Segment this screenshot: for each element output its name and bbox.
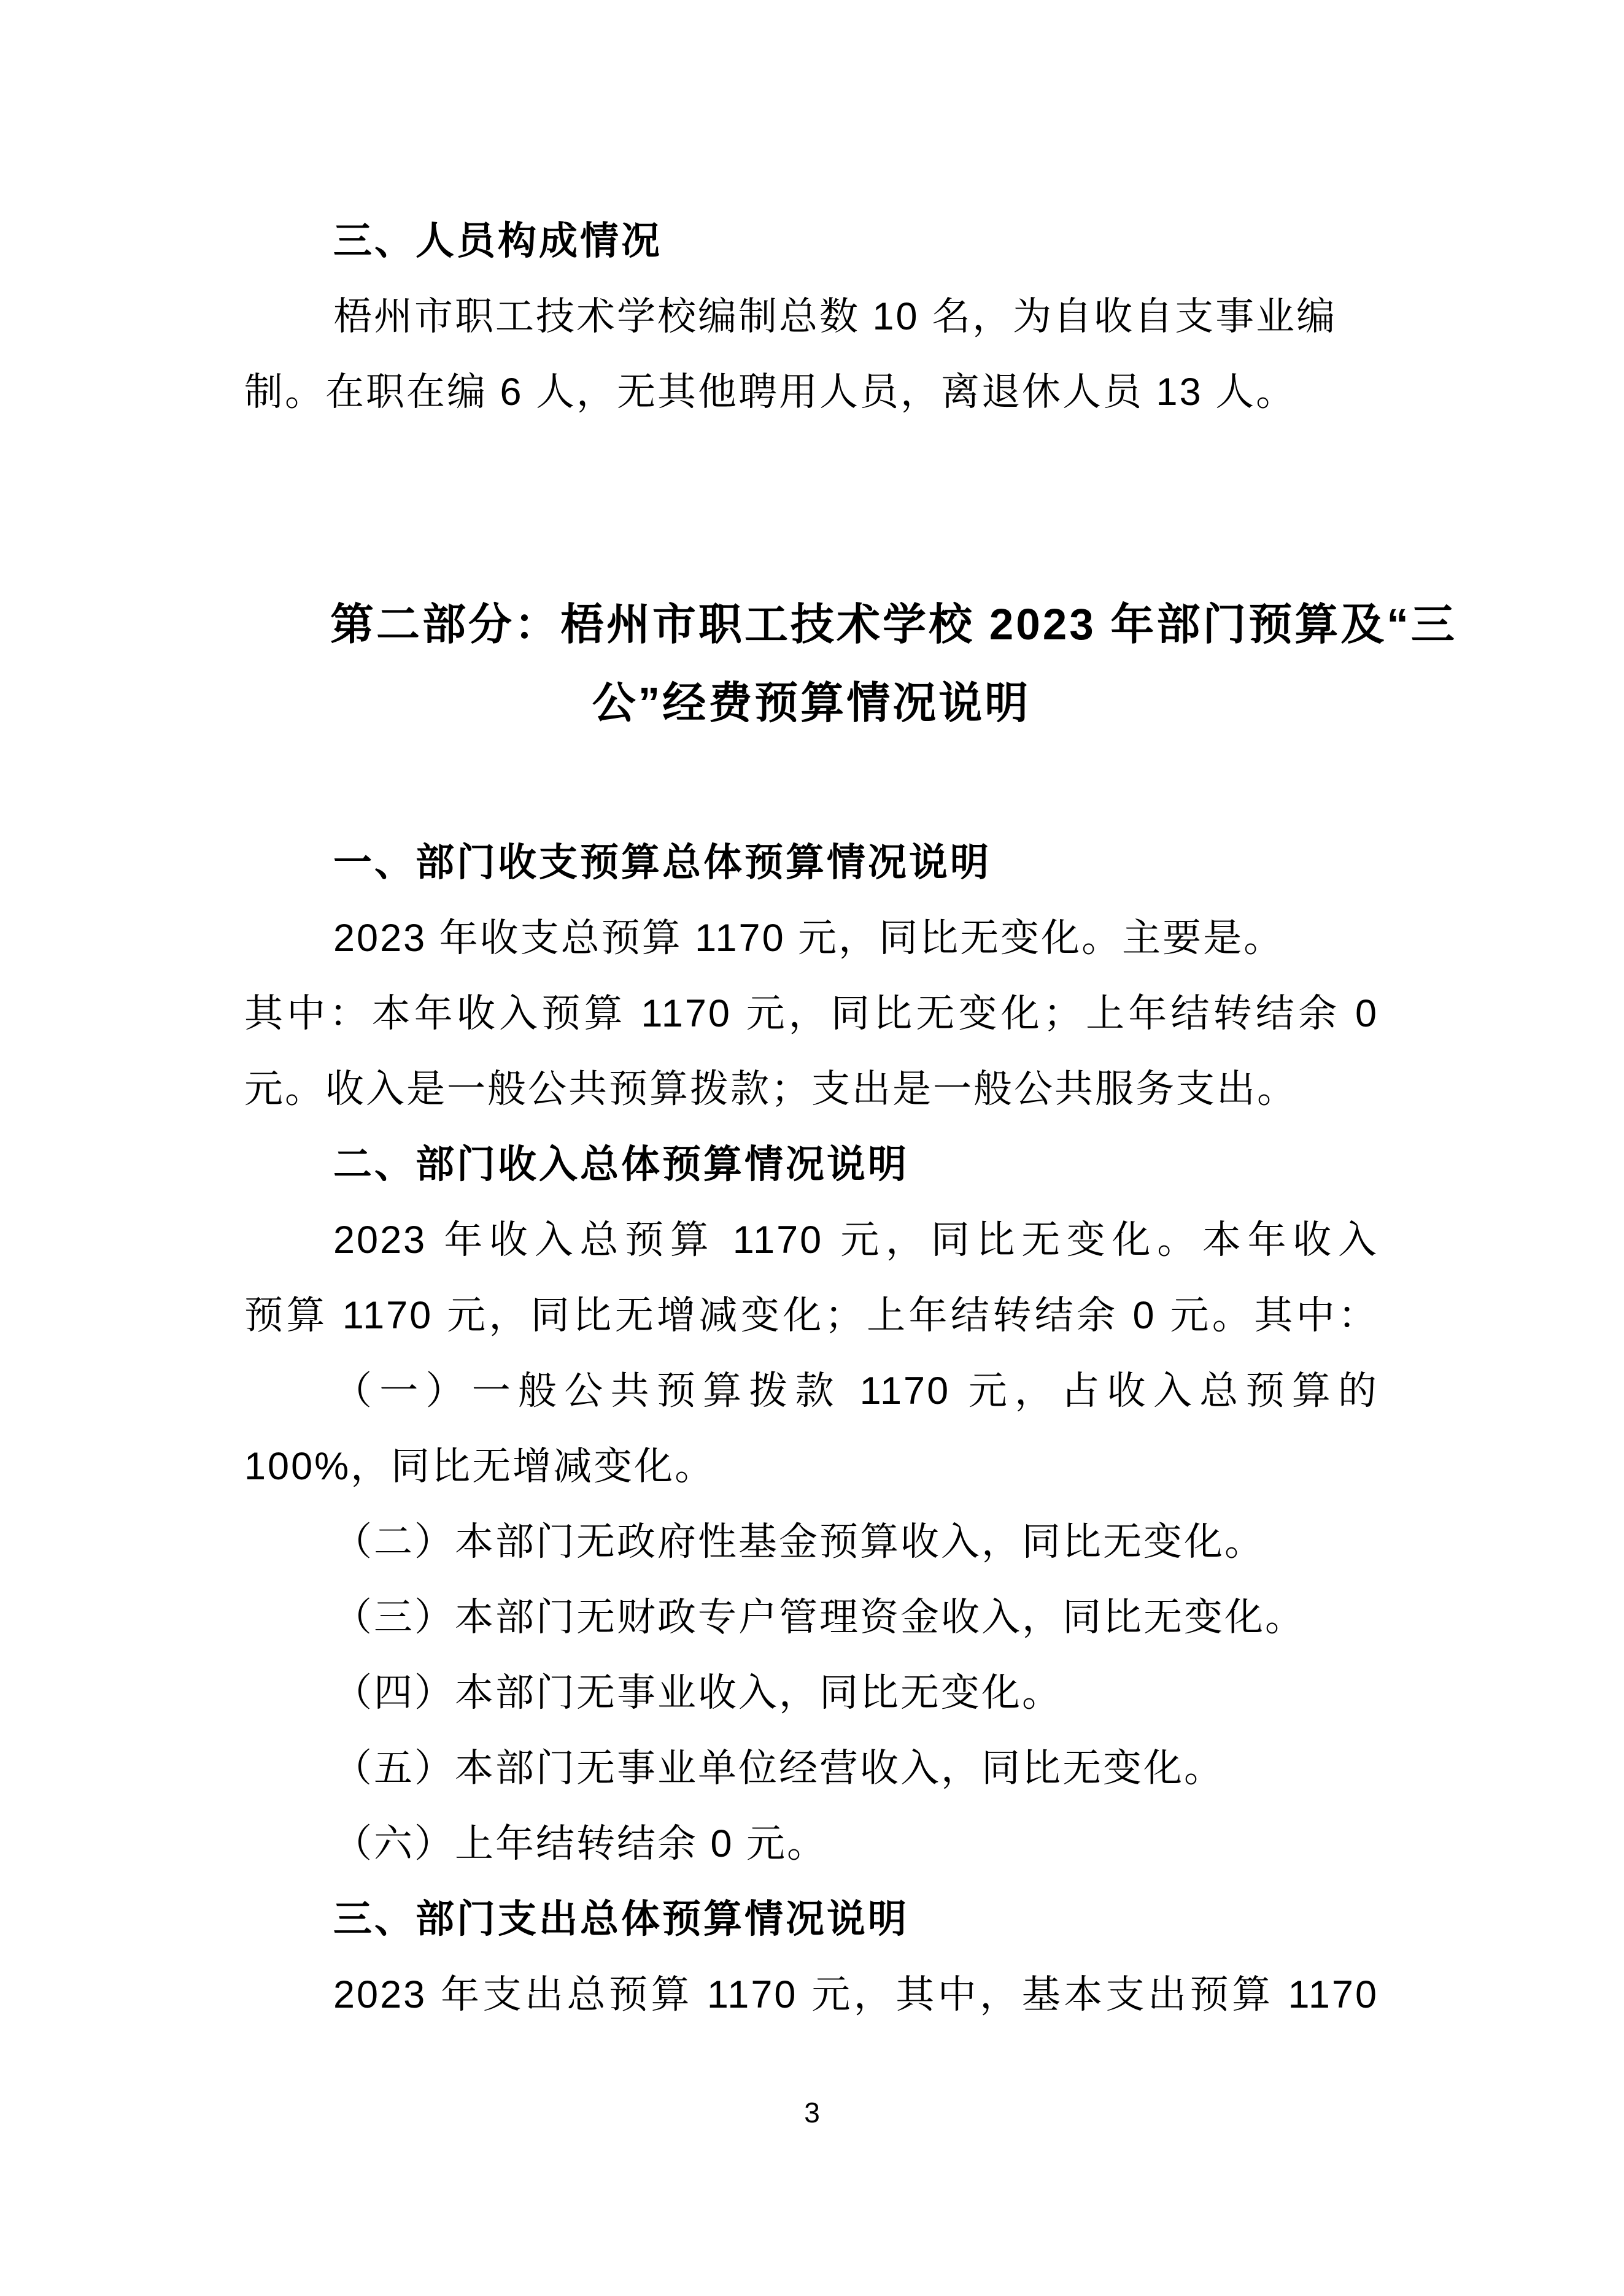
section-heading: 三、人员构成情况 [333,220,662,263]
part2-title-line: 公”经费预算情况说明 [592,679,1031,728]
body-text-line: （三）本部门无财政专户管理资金收入，同比无变化。 [333,1596,1305,1639]
section-heading: 二、部门收入总体预算情况说明 [333,1143,909,1186]
body-text-line: 2023 年收入总预算 1170 元，同比无变化。本年收入 [333,1219,1378,1262]
part2-heading [244,586,1457,743]
body-text-line: 梧州市职工技术学校编制总数 10 名，为自收自支事业编 [333,295,1337,338]
page-content [244,204,1457,2033]
body-text-line: 元。收入是一般公共预算拨款；支出是一般公共服务支出。 [244,1068,1297,1111]
page-number: 3 [804,2097,820,2128]
section-heading: 一、部门收支预算总体预算情况说明 [333,841,991,884]
body-text-line: 预算 1170 元，同比无增减变化；上年结转结余 0 元。其中： [244,1294,1378,1337]
body-text-line: （四）本部门无事业收入，同比无变化。 [333,1671,1062,1714]
section-heading: 三、部门支出总体预算情况说明 [333,1898,909,1941]
body-text-line: 其中：本年收入预算 1170 元，同比无变化；上年结转结余 0 [244,992,1378,1035]
body-text-line: （五）本部门无事业单位经营收入，同比无变化。 [333,1747,1224,1790]
body-text-line: 100%，同比无增减变化。 [244,1445,716,1488]
body-text-line: 制。在职在编 6 人，无其他聘用人员，离退休人员 13 人。 [244,371,1297,414]
intro-section [244,204,1378,430]
body-text-line: 2023 年收支总预算 1170 元，同比无变化。主要是。 [333,917,1285,960]
body-text-line: （一）一般公共预算拨款 1170 元，占收入总预算的 [333,1370,1378,1412]
part2-title-line: 第二部分：梧州市职工技术学校 2023 年部门预算及“三 [330,601,1457,649]
body-text-line: 2023 年支出总预算 1170 元，其中，基本支出预算 1170 [333,1973,1378,2016]
budget-sections [244,825,1378,2033]
body-text-line: （二）本部门无政府性基金预算收入，同比无变化。 [333,1520,1265,1563]
body-text-line: （六）上年结转结余 0 元。 [333,1822,828,1865]
